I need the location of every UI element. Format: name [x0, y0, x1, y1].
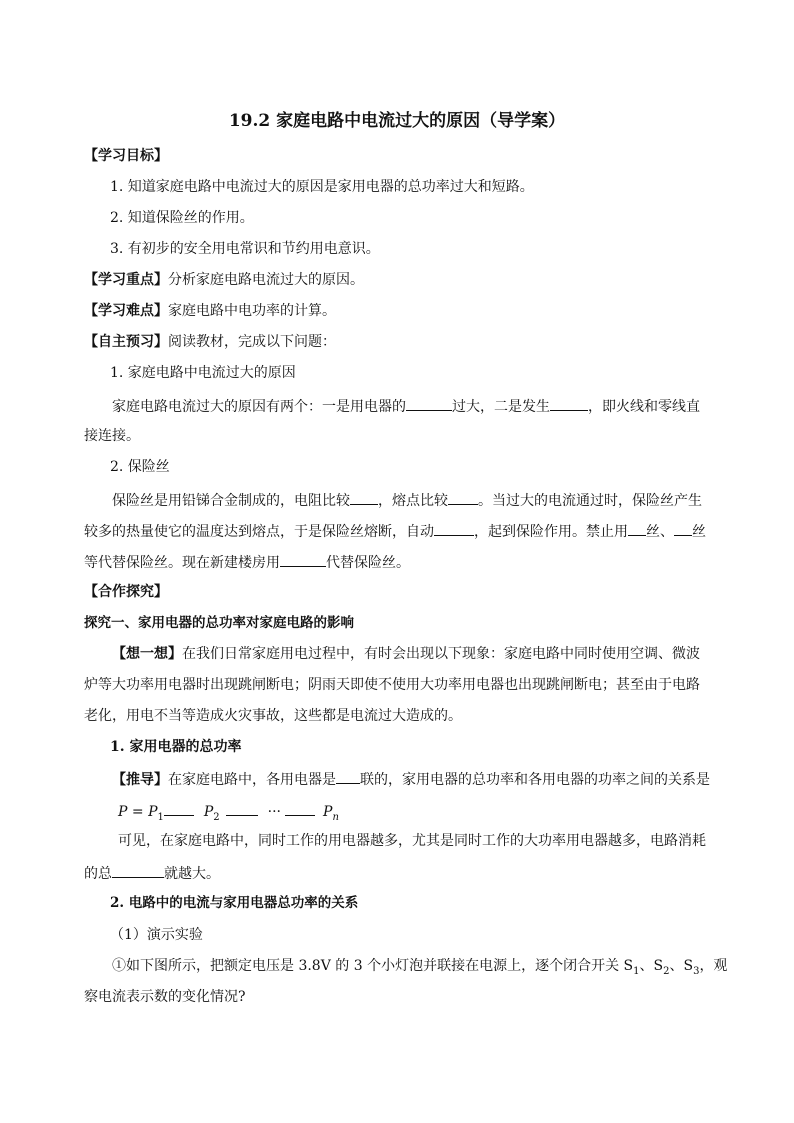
conclusion-text-a: 的总 [84, 866, 112, 882]
key-point [84, 270, 710, 290]
formula-p1: P [148, 804, 158, 820]
demo-text-1: ①如下图所示，把额定电压是 3.8V 的 3 个小灯泡并联接在电源上，逐个闭合开关 S [112, 958, 634, 974]
preview [84, 332, 710, 352]
formula-p1-sub: 1 [157, 811, 164, 823]
preview-question-1-line1 [112, 395, 710, 417]
switch-s3-sub: 3 [693, 965, 700, 977]
formula-pn: P [323, 804, 333, 820]
page-title: 19.2 家庭电路中电流过大的原因（导学案） [228, 111, 566, 131]
objective-item-1: 1. 知道家庭电路中电流过大的原因是家用电器的总功率过大和短路。 [110, 179, 534, 195]
demo-text-1-end: ，观 [699, 958, 728, 974]
q2-blank-2[interactable] [448, 489, 478, 505]
derive-text-b: 联的，家用电器的总功率和各用电器的功率之间的关系是 [360, 772, 710, 788]
objectives-heading: 【学习目标】 [84, 148, 168, 164]
preview-label: 【自主预习】 [84, 334, 168, 350]
formula-p-total: P [118, 804, 128, 820]
preview-question-2-line2 [84, 520, 710, 542]
formula-blank-1[interactable] [164, 800, 194, 816]
formula-p2-sub: 2 [213, 811, 220, 823]
q1-blank-2[interactable] [550, 395, 588, 411]
preview-text: 阅读教材，完成以下问题： [168, 334, 336, 350]
switch-s1-sub: 1 [633, 965, 640, 977]
derive-label: 【推导】 [112, 772, 168, 788]
q2-text-1b: ，熔点比较 [378, 493, 448, 509]
preview-question-2-line1 [112, 489, 710, 511]
preview-question-1-line2: 接连接。 [84, 428, 140, 444]
preview-question-2-line3 [84, 551, 710, 573]
q2-blank-3[interactable] [434, 520, 474, 536]
formula-blank-3[interactable] [285, 800, 315, 816]
difficulty-text: 家庭电路中电功率的计算。 [168, 303, 336, 319]
preview-question-2-title: 2. 保险丝 [110, 459, 170, 475]
formula-dots: ··· [267, 804, 282, 820]
q1-text-c: ，即火线和零线直 [588, 399, 700, 415]
derive-blank[interactable] [336, 768, 360, 784]
q2-text-2b: ，起到保险作用。禁止用 [474, 524, 628, 540]
q2-text-2a: 较多的热量使它的温度达到熔点，于是保险丝熔断，自动 [84, 524, 434, 540]
q1-text-a: 家庭电路电流过大的原因有两个：一是用电器的 [112, 399, 406, 415]
explore-1-heading: 探究一、家用电器的总功率对家庭电路的影响 [84, 615, 354, 631]
formula-blank-2[interactable] [226, 800, 258, 816]
key-point-label: 【学习重点】 [84, 272, 168, 288]
coop-heading: 【合作探究】 [84, 584, 168, 600]
difficulty [84, 301, 710, 321]
q2-text-1a: 保险丝是用铅锑合金制成的，电阻比较 [112, 493, 350, 509]
q1-text-b: 过大，二是发生 [452, 399, 550, 415]
section-2-title: 2. 电路中的电流与家用电器总功率的关系 [110, 895, 359, 911]
demo-title: （1）演示实验 [110, 927, 203, 943]
q2-blank-4[interactable] [628, 520, 646, 536]
think-line-3: 老化，用电不当等造成火灾事故，这些都是电流过大造成的。 [84, 708, 462, 724]
demo-sep-2: 、S [669, 958, 694, 974]
think-line-2: 炉等大功率用电器时出现跳闸断电；阴雨天即使不使用大功率用电器也出现跳闸断电；甚至由于电路 [84, 677, 700, 693]
section-1-title: 1. 家用电器的总功率 [110, 739, 242, 755]
switch-s2-sub: 2 [663, 965, 670, 977]
preview-question-1-title: 1. 家庭电路中电流过大的原因 [110, 365, 296, 381]
q2-text-3b: 代替保险丝。 [326, 555, 410, 571]
q1-blank-1[interactable] [406, 395, 452, 411]
q2-blank-6[interactable] [280, 551, 326, 567]
conclusion-line-2 [84, 862, 710, 884]
formula-p2: P [203, 804, 214, 820]
q2-blank-5[interactable] [674, 520, 692, 536]
q2-text-2d: 丝 [692, 524, 706, 540]
q2-text-2c: 丝、 [646, 524, 674, 540]
objective-item-3: 3. 有初步的安全用电常识和节约用电意识。 [110, 241, 380, 257]
think-label: 【想一想】 [112, 646, 182, 662]
objective-item-2: 2. 知道保险丝的作用。 [110, 210, 254, 226]
conclusion-line-1: 可见，在家庭电路中，同时工作的用电器越多，尤其是同时工作的大功率用电器越多，电路消耗 [118, 833, 706, 849]
q2-blank-1[interactable] [350, 489, 378, 505]
think-text-1: 在我们日常家庭用电过程中，有时会出现以下现象：家庭电路中同时使用空调、微波 [182, 646, 700, 662]
demo-sep-1: 、S [639, 958, 664, 974]
difficulty-label: 【学习难点】 [84, 303, 168, 319]
q2-text-1c: 。当过大的电流通过时，保险丝产生 [478, 493, 702, 509]
q2-text-3a: 等代替保险丝。现在新建楼房用 [84, 555, 280, 571]
formula-equals: = [127, 804, 149, 820]
derive-text-a: 在家庭电路中，各用电器是 [168, 772, 336, 788]
demo-line-2: 察电流表示数的变化情况? [84, 989, 246, 1005]
conclusion-text-b: 就越大。 [164, 866, 220, 882]
conclusion-blank[interactable] [112, 862, 164, 878]
derive-line [112, 768, 710, 790]
formula-pn-sub: n [332, 811, 339, 823]
demo-line-1 [112, 956, 728, 982]
key-point-text: 分析家庭电路电流过大的原因。 [168, 272, 364, 288]
think-line-1 [112, 644, 710, 664]
formula-line [118, 800, 710, 828]
